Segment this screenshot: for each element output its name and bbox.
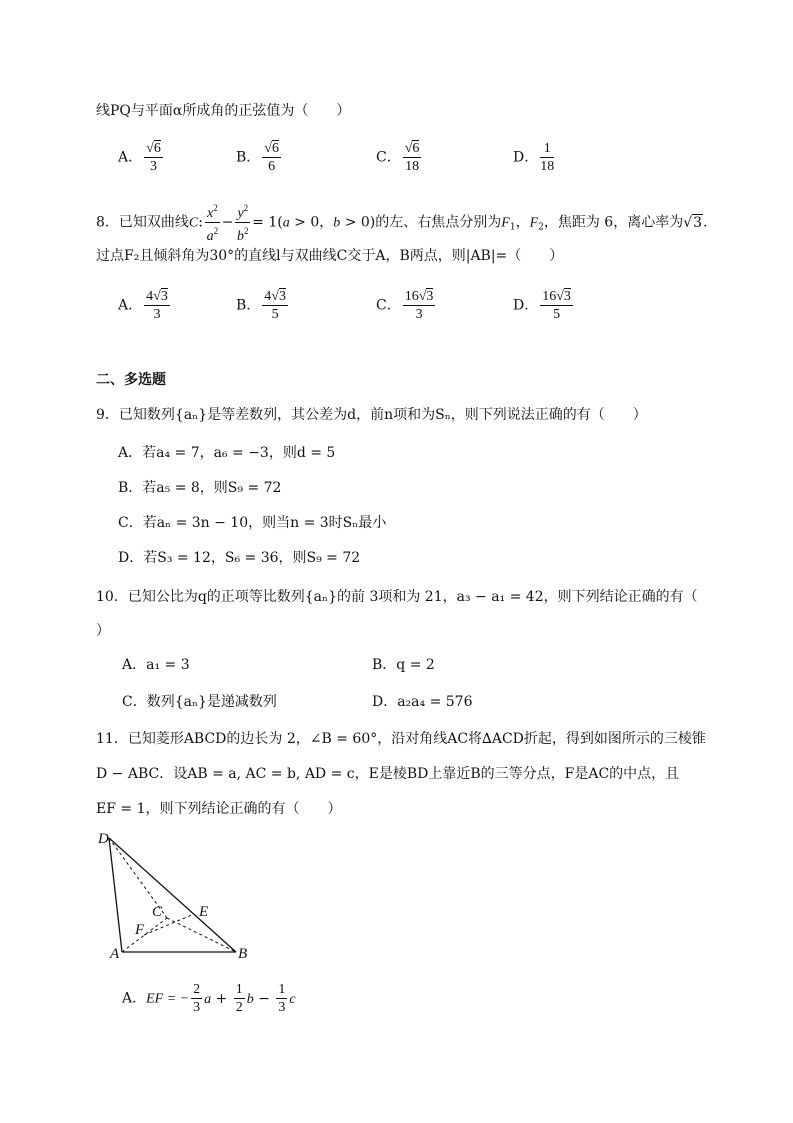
edge-da: [109, 838, 122, 952]
option-label: D．: [513, 297, 539, 314]
q11-stem-line1: 11．已知菱形ABCD的边长为 2，∠B = 60°，沿对角线AC将∆ACD折起，得到如图所示的三棱锥: [96, 731, 706, 747]
fraction: $\frac{4√3}{3}$: [146, 289, 168, 322]
section-heading-multiple-choice: 二、多选题: [96, 372, 166, 388]
option-label: A．: [118, 297, 143, 314]
option-label: A．: [118, 149, 143, 166]
q11-stem-line2: D − ABC．设AB = a, AC = b, AD = c，E是棱BD上靠近B的三等分点，F是AC的中点，且: [96, 766, 680, 782]
q9-option-d: D．若S₃ = 12，S₆ = 36，则S₉ = 72: [118, 550, 361, 566]
q7-option-a: [118, 140, 165, 175]
fraction: $\frac{16√3}{5}$: [542, 289, 571, 322]
q11-stem-line3: EF = 1，则下列结论正确的有（ ）: [96, 801, 342, 817]
option-label: C．: [376, 297, 401, 314]
label-e: E: [199, 904, 209, 920]
edge-db: [109, 838, 236, 952]
q10-option-c: C．数列{aₙ}是递减数列: [122, 694, 277, 710]
q8-stem-line1: 8．已知双曲线C: $\frac{x^2}{a^2}$ − $\frac{y^2}{b^2}$ = 1(a > 0，b > 0)的左、右焦点分别为$F_1$，$F_2$，焦距为 6，离心率为√3．: [96, 200, 717, 245]
q10-stem: 10．已知公比为q的正项等比数列{aₙ}的前 3项和为 21，a₃ − a₁ = 42，则下列结论正确的有（: [96, 589, 698, 605]
fraction: $\frac{1}{3}$: [278, 982, 286, 1015]
q7-option-d: [513, 140, 556, 175]
q10-option-b: B．q = 2: [372, 657, 435, 673]
fraction: $\frac{1}{2}$: [235, 982, 243, 1015]
q8-option-b: [236, 288, 290, 323]
q7-stem-tail: 线PQ与平面α所成角的正弦值为（ ）: [96, 103, 351, 119]
fraction: $\frac{1}{18}$: [540, 141, 555, 174]
option-label: B．: [236, 149, 261, 166]
q7-option-c: [376, 140, 423, 175]
label-c: C: [152, 904, 163, 920]
q8-option-a: [118, 288, 172, 323]
q10-option-a: A．a₁ = 3: [122, 657, 190, 673]
fraction: $\frac{√6}{6}$: [264, 141, 279, 174]
q9-option-c: C．若aₙ = 3n − 10，则当n = 3时Sₙ最小: [118, 515, 387, 531]
fraction: $\frac{2}{3}$: [193, 982, 201, 1015]
q10-option-d: D．a₂a₄ = 576: [372, 694, 473, 710]
edge-cb: [167, 918, 236, 952]
vector-symbol: b: [246, 991, 254, 1007]
q8-option-d: [513, 288, 575, 323]
option-label: C．: [376, 149, 401, 166]
label-b: B: [238, 946, 248, 962]
option-label: B．: [236, 297, 261, 314]
fraction: $\frac{4√3}{5}$: [264, 289, 286, 322]
tetrahedron-figure: [92, 828, 262, 963]
q9-option-a: A．若a₄ = 7，a₆ = −3，则d = 5: [118, 445, 336, 461]
vector-symbol: c: [289, 991, 296, 1007]
label-d: D: [98, 831, 109, 847]
q9-option-b: B．若a₅ = 8，则S₉ = 72: [118, 480, 282, 496]
q9-stem: 9．已知数列{aₙ}是等差数列，其公差为d，前n项和为Sₙ，则下列说法正确的有（ ）: [96, 407, 647, 423]
fraction: $\frac{√6}{3}$: [146, 141, 161, 174]
label-a: A: [110, 946, 120, 962]
q7-option-b: [236, 140, 283, 175]
fraction: $\frac{√6}{18}$: [404, 141, 420, 174]
operator: −: [253, 990, 275, 1007]
operator: +: [211, 990, 232, 1007]
label-f: F: [135, 922, 145, 938]
q8-option-c: [376, 288, 437, 323]
vector-symbol: a: [204, 991, 212, 1007]
fraction: $\frac{16√3}{3}$: [404, 289, 434, 322]
q11-option-a: A．EF = − $\frac{2}{3}$ a + $\frac{1}{2}$ b − $\frac{1}{3}$ c: [122, 982, 296, 1015]
option-label: D．: [513, 149, 539, 166]
q8-stem-line2: 过点F₂且倾斜角为30°的直线l与双曲线C交于A，B两点，则|AB|=（ ）: [96, 248, 564, 264]
q10-stem-end: ）: [96, 623, 110, 639]
